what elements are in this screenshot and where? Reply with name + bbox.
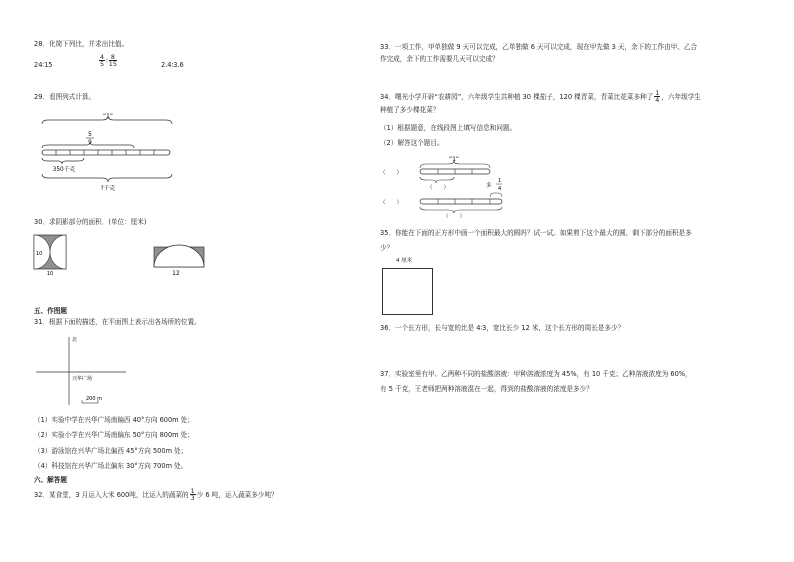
q35-line1: 35．你能在下面的正方形中画一个面积最大的圆吗？试一试。如果剪下这个最大的圆，剩下部分的面积是多	[380, 229, 692, 237]
q33-line1: 33．一项工作，甲单独做 9 天可以完成，乙单独做 6 天可以完成，现在甲先做 3 天，余下的工作由甲、乙合	[380, 43, 698, 51]
q33-line2: 作完成，余下的工作需要几天可以完成？	[380, 55, 499, 63]
square-label: 兴华广场	[72, 376, 93, 382]
q29-segment-diagram	[38, 110, 178, 192]
q34-segment-diagram	[378, 152, 518, 218]
more-den: 4	[498, 186, 502, 192]
label-total: ?千克	[100, 186, 116, 192]
label-one: “1”	[448, 156, 460, 163]
q37-line1: 37．实验室里有甲、乙两种不同的盐酸溶液：甲种溶液浓度为 45%，有 10 千克；乙种溶液浓度为 60%，	[380, 370, 692, 378]
section-title: 六、解答题	[34, 476, 67, 484]
fraction-num: 5	[88, 132, 92, 138]
scale-label: 200 m	[86, 396, 103, 402]
q31-item: （1）实验中学在兴华广场南偏西 40°方向 600m 处；	[34, 416, 194, 424]
q34-sub1: （1）根据题意，在线段图上填写信息和问题。	[380, 124, 517, 132]
q34-line1: 34．曙光小学开辟“农耕园”，六年级学生共种植 30 棵茄子，120 棵青菜，青菜比花菜多种了 $\frac{1}{4}$ ，六年级学生	[380, 89, 701, 105]
fraction: $\frac{1}{4}$	[655, 89, 660, 105]
q31-item: （3）游泳馆在兴华广场北偏西 45°方向 500m 处；	[34, 447, 188, 455]
section-title: 五、作图题	[34, 307, 67, 315]
fraction-den: 9	[88, 140, 92, 146]
paren-blank: （ ）	[380, 200, 403, 206]
fraction: $\frac{4}{5}$	[100, 53, 105, 69]
more-label: 多	[486, 183, 492, 189]
north-label: 北	[72, 337, 78, 343]
fraction: $\frac{1}{3}$	[190, 487, 195, 503]
fig1-left-label: 10	[36, 251, 43, 257]
more-num: 1	[498, 178, 502, 184]
q31-item: （4）科技馆在兴华广场北偏东 30°方向 700m 处。	[34, 462, 188, 470]
paren-blank: （ ）	[426, 185, 450, 191]
q30-text: 30．求阴影部分的面积．(单位：厘米)	[34, 218, 147, 226]
q29-text: 29．看图列式计算。	[34, 93, 96, 101]
q30-figures	[30, 232, 206, 276]
q32-text: 32．某食堂，3 月运入大米 600吨，比运入的蔬菜的 $\frac{1}{3}$ 少 6 吨，运入蔬菜多少吨？	[34, 487, 278, 503]
q34-sub2: （2）解答这个题目。	[380, 139, 444, 147]
q35-side-label: 4 厘米	[396, 258, 413, 264]
label-350: 350千克	[52, 167, 76, 173]
label-one: “1”	[102, 113, 114, 120]
q35-line2: 少？	[380, 244, 394, 252]
q31-text: 31．根据下面的描述，在平面图上表示出各场所的位置。	[34, 318, 201, 326]
fraction: $\frac{8}{15}$	[108, 53, 117, 69]
q28-fraction-ratio: $\frac{4}{5}$ ∶ $\frac{8}{15}$	[100, 53, 117, 69]
paren-blank: （ ）	[380, 170, 403, 176]
paren-blank: （ ）	[442, 214, 466, 218]
q35-square	[382, 268, 433, 315]
q28-ratio-a: 24∶15	[34, 61, 53, 69]
q31-map	[34, 333, 130, 409]
q31-item: （2）实验小学在兴华广场南偏东 50°方向 800m 处；	[34, 431, 194, 439]
q34-line2: 种植了多少棵花菜？	[380, 106, 440, 114]
fig2-bottom-label: 12	[172, 270, 180, 276]
q28-ratio-c: 2.4∶3.6	[161, 61, 184, 69]
fig1-bottom-label: 10	[46, 271, 54, 276]
q37-line2: 有 5 千克，王老师把两种溶液混在一起，得到的盐酸溶液的浓度是多少？	[380, 385, 593, 393]
segment-bar	[42, 150, 170, 155]
q28-text: 28．化简下列比，并求出比值。	[34, 40, 129, 48]
q36-text: 36．一个长方形，长与宽的比是 4∶3，宽比长少 12 米，这个长方形的周长是多少？	[380, 324, 625, 332]
